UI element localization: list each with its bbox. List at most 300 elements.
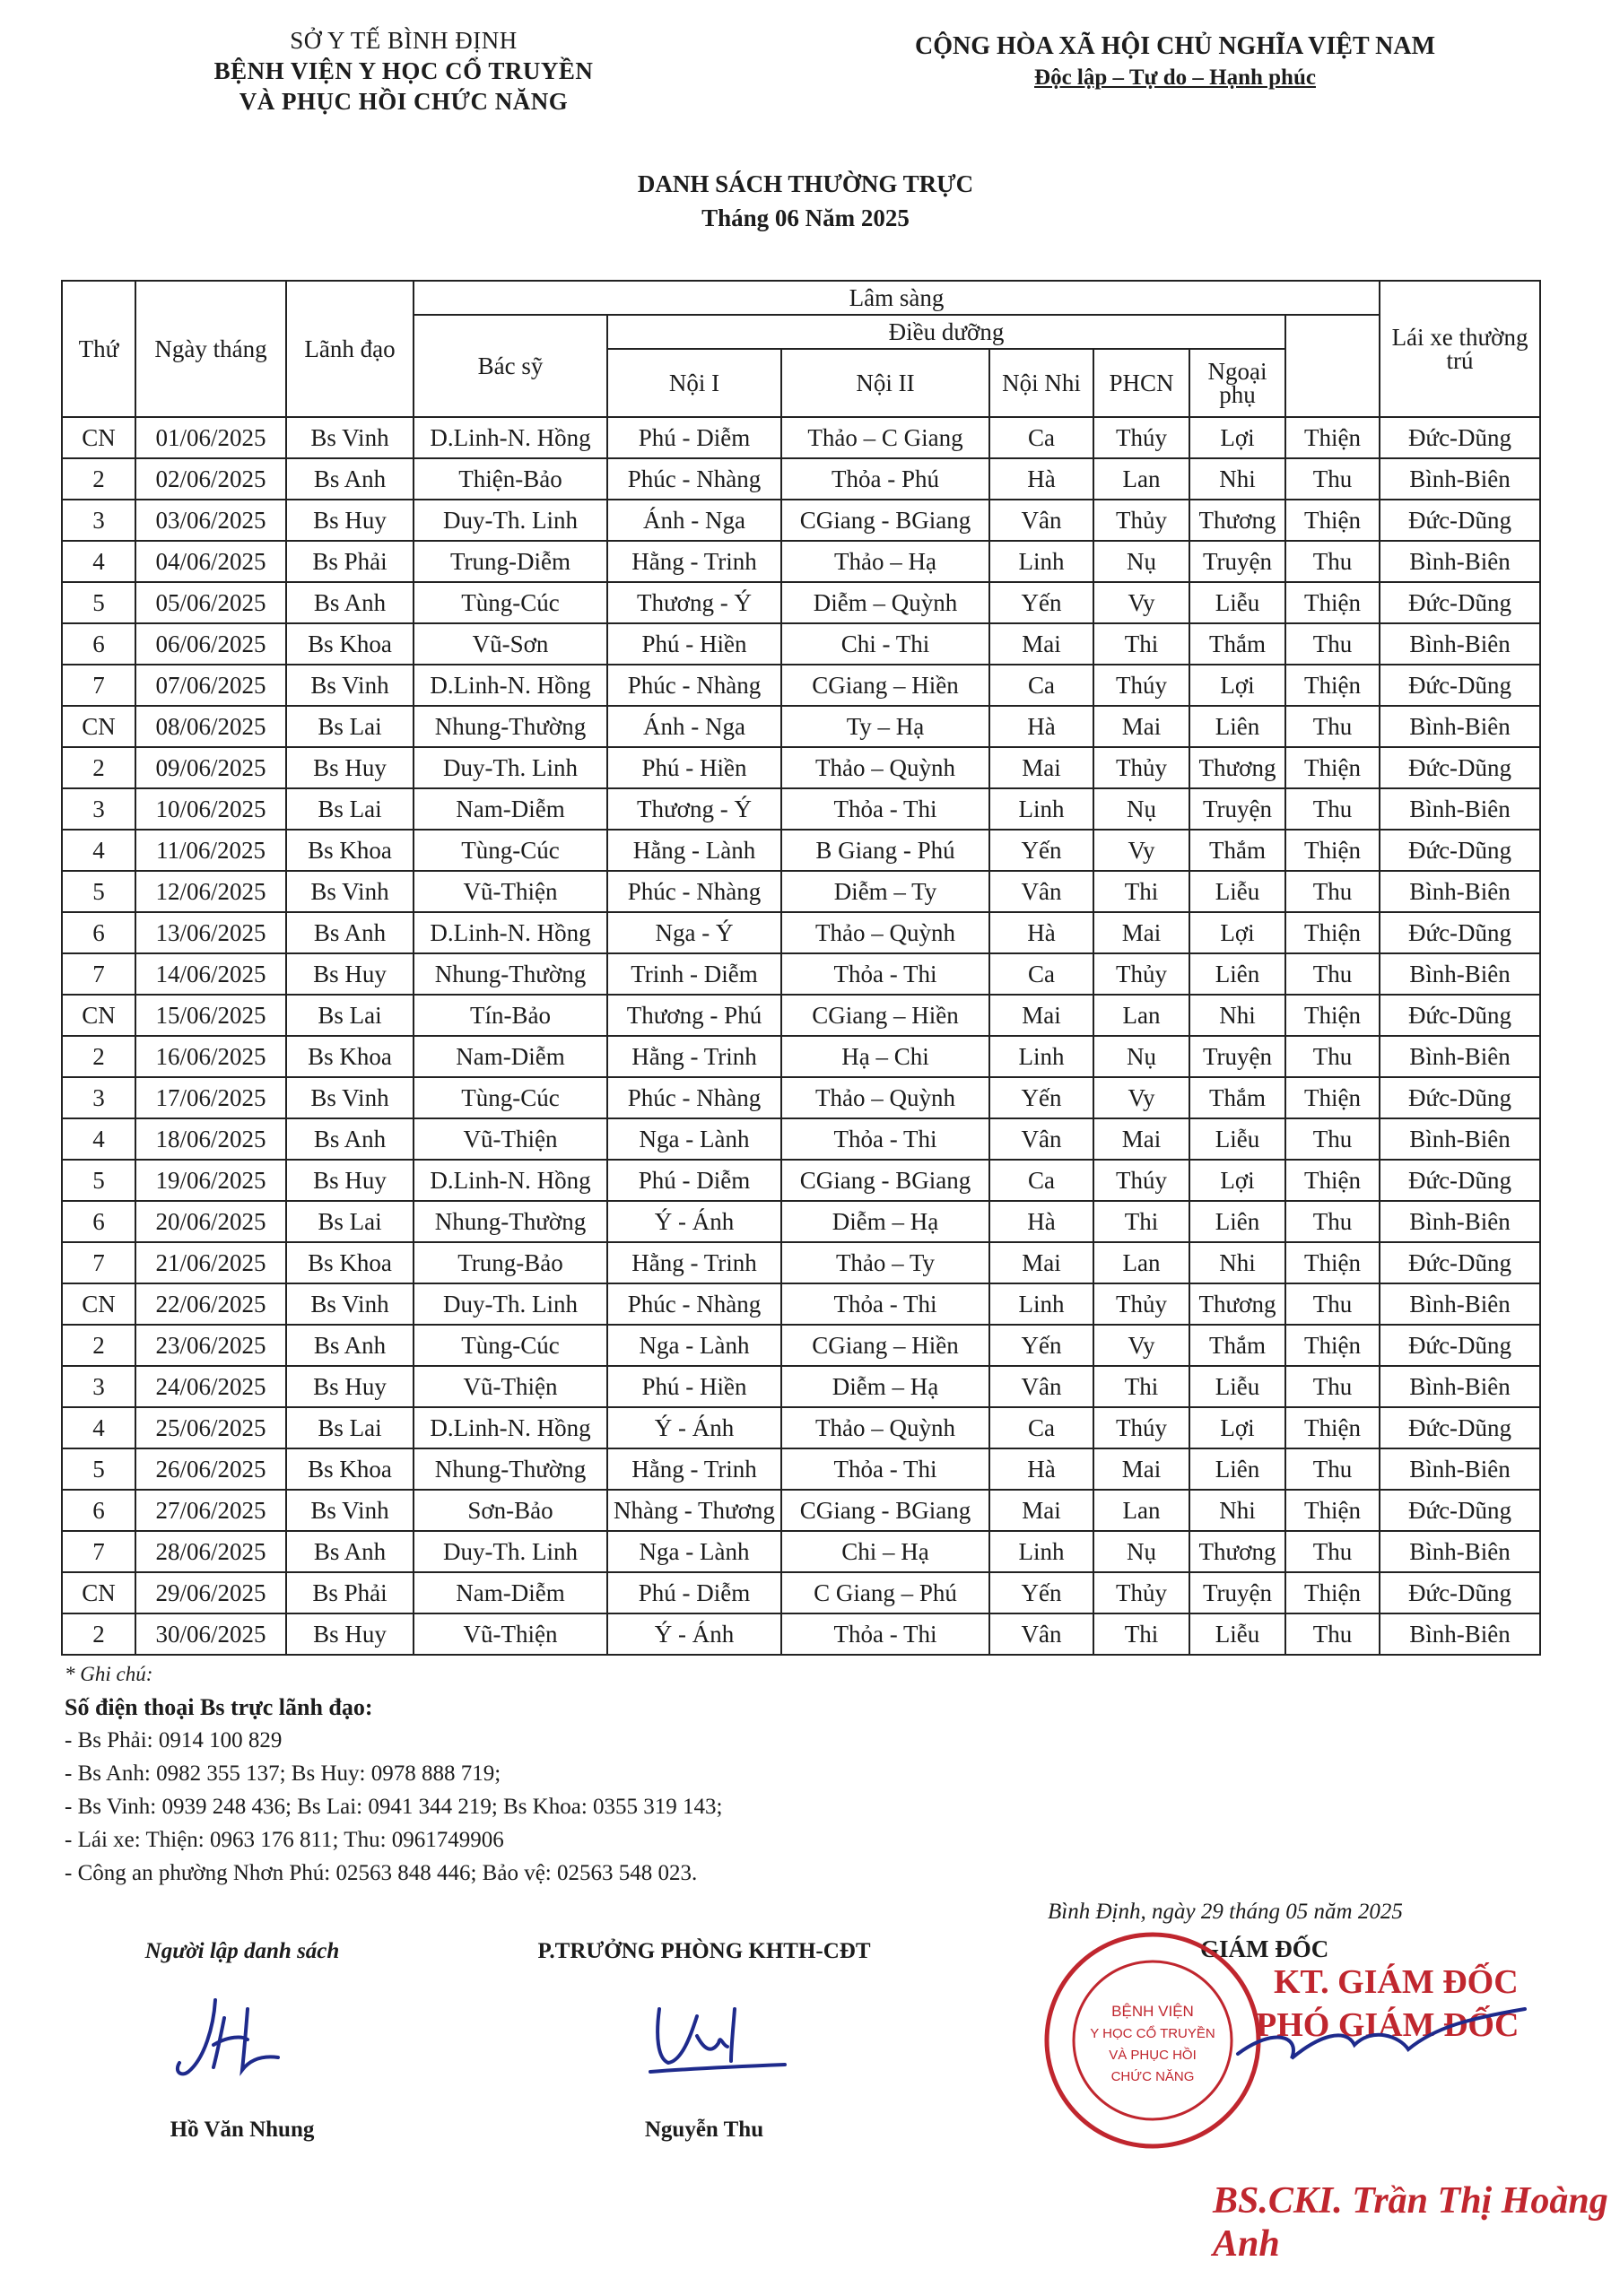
cell-noi-2: Thảo – Ty (781, 1242, 989, 1283)
cell-bao-ve: Bình-Biên (1380, 1118, 1540, 1160)
cell-phcn: Nụ (1093, 788, 1189, 830)
cell-lai-xe: Thiện (1285, 747, 1380, 788)
cell-noi-nhi: Mai (989, 747, 1093, 788)
cell-thu: 5 (62, 871, 135, 912)
cell-ngay: 21/06/2025 (135, 1242, 286, 1283)
cell-bao-ve: Đức-Dũng (1380, 1160, 1540, 1201)
cell-phcn: Mai (1093, 706, 1189, 747)
col-header-noi-2: Nội II (781, 349, 989, 417)
cell-noi-nhi: Yến (989, 582, 1093, 623)
cell-ngay: 19/06/2025 (135, 1160, 286, 1201)
deputy-signature-block (502, 1939, 906, 2143)
cell-lai-xe: Thu (1285, 1201, 1380, 1242)
cell-noi-1: Phúc - Nhàng (607, 1283, 781, 1325)
cell-bac-si: Tùng-Cúc (414, 582, 607, 623)
cell-noi-nhi: Linh (989, 1036, 1093, 1077)
cell-lanh-dao: Bs Lai (286, 706, 414, 747)
cell-ngoai-phu: Lợi (1189, 1407, 1285, 1448)
cell-bao-ve: Bình-Biên (1380, 1613, 1540, 1655)
cell-noi-2: CGiang - BGiang (781, 500, 989, 541)
table-row (62, 1160, 1540, 1201)
cell-noi-nhi: Vân (989, 871, 1093, 912)
cell-noi-2: Chi – Hạ (781, 1531, 989, 1572)
cell-ngay: 22/06/2025 (135, 1283, 286, 1325)
cell-lanh-dao: Bs Vinh (286, 1490, 414, 1531)
cell-noi-2: Thảo – Quỳnh (781, 747, 989, 788)
cell-ngay: 23/06/2025 (135, 1325, 286, 1366)
cell-lanh-dao: Bs Huy (286, 500, 414, 541)
cell-bac-si: Thiện-Bảo (414, 458, 607, 500)
cell-phcn: Thi (1093, 871, 1189, 912)
cell-bac-si: Duy-Th. Linh (414, 1283, 607, 1325)
cell-bao-ve: Đức-Dũng (1380, 747, 1540, 788)
cell-lai-xe: Thu (1285, 871, 1380, 912)
cell-bac-si: Duy-Th. Linh (414, 500, 607, 541)
cell-bao-ve: Đức-Dũng (1380, 665, 1540, 706)
cell-lanh-dao: Bs Huy (286, 1613, 414, 1655)
cell-lanh-dao: Bs Anh (286, 1118, 414, 1160)
cell-noi-nhi: Hà (989, 458, 1093, 500)
cell-noi-2: Thảo – Quỳnh (781, 1077, 989, 1118)
cell-bao-ve: Bình-Biên (1380, 1283, 1540, 1325)
cell-bao-ve: Bình-Biên (1380, 1036, 1540, 1077)
stamp-text: VÀ PHỤC HỒI (1109, 2048, 1197, 2063)
cell-ngay: 03/06/2025 (135, 500, 286, 541)
cell-ngay: 20/06/2025 (135, 1201, 286, 1242)
cell-bac-si: Vũ-Thiện (414, 1613, 607, 1655)
cell-noi-2: Thảo – Quỳnh (781, 912, 989, 953)
director-signature-mark (1220, 1973, 1543, 2090)
cell-bao-ve: Bình-Biên (1380, 541, 1540, 582)
cell-phcn: Nụ (1093, 1531, 1189, 1572)
table-row (62, 665, 1540, 706)
cell-noi-nhi: Linh (989, 541, 1093, 582)
cell-lai-xe: Thiện (1285, 1077, 1380, 1118)
col-header-noi-nhi: Nội Nhi (989, 349, 1093, 417)
cell-noi-1: Thương - Ý (607, 582, 781, 623)
cell-noi-1: Phú - Diễm (607, 1572, 781, 1613)
cell-ngay: 28/06/2025 (135, 1531, 286, 1572)
cell-noi-2: Thỏa - Thi (781, 788, 989, 830)
deputy-signature-mark (614, 1982, 794, 2090)
cell-phcn: Thi (1093, 1201, 1189, 1242)
cell-phcn: Thủy (1093, 1572, 1189, 1613)
cell-noi-1: Phúc - Nhàng (607, 458, 781, 500)
cell-lai-xe: Thiện (1285, 417, 1380, 458)
cell-thu: CN (62, 1572, 135, 1613)
stamp-text: Y HỌC CỔ TRUYỀN (1090, 2026, 1215, 2041)
cell-noi-1: Ý - Ánh (607, 1613, 781, 1655)
cell-bao-ve: Bình-Biên (1380, 1531, 1540, 1572)
cell-ngoai-phu: Nhi (1189, 458, 1285, 500)
cell-noi-2: B Giang - Phú (781, 830, 989, 871)
table-row (62, 1118, 1540, 1160)
cell-noi-nhi: Yến (989, 1077, 1093, 1118)
cell-noi-1: Ánh - Nga (607, 706, 781, 747)
notes-section (65, 1657, 1141, 1890)
table-row (62, 912, 1540, 953)
cell-phcn: Thủy (1093, 953, 1189, 995)
cell-ngay: 09/06/2025 (135, 747, 286, 788)
cell-phcn: Thúy (1093, 417, 1189, 458)
cell-bao-ve: Đức-Dũng (1380, 500, 1540, 541)
cell-thu: 3 (62, 1366, 135, 1407)
cell-lanh-dao: Bs Khoa (286, 1448, 414, 1490)
cell-ngoai-phu: Lợi (1189, 417, 1285, 458)
cell-bac-si: D.Linh-N. Hồng (414, 665, 607, 706)
cell-phcn: Vy (1093, 1325, 1189, 1366)
cell-bao-ve: Đức-Dũng (1380, 1325, 1540, 1366)
cell-lai-xe: Thiện (1285, 1572, 1380, 1613)
cell-bac-si: Tùng-Cúc (414, 1325, 607, 1366)
cell-bac-si: Nam-Diễm (414, 1036, 607, 1077)
cell-lai-xe: Thu (1285, 458, 1380, 500)
cell-lanh-dao: Bs Phải (286, 541, 414, 582)
cell-noi-1: Nga - Ý (607, 912, 781, 953)
cell-phcn: Thúy (1093, 665, 1189, 706)
cell-ngay: 08/06/2025 (135, 706, 286, 747)
cell-phcn: Thi (1093, 1366, 1189, 1407)
cell-noi-1: Hằng - Trinh (607, 1036, 781, 1077)
preparer-role: Người lập danh sách (144, 1939, 340, 1963)
cell-lai-xe: Thiện (1285, 665, 1380, 706)
cell-bao-ve: Đức-Dũng (1380, 1490, 1540, 1531)
col-header-noi-1: Nội I (607, 349, 781, 417)
cell-ngay: 26/06/2025 (135, 1448, 286, 1490)
cell-ngoai-phu: Lợi (1189, 665, 1285, 706)
cell-ngay: 30/06/2025 (135, 1613, 286, 1655)
cell-ngay: 25/06/2025 (135, 1407, 286, 1448)
table-row (62, 1036, 1540, 1077)
cell-ngoai-phu: Nhi (1189, 995, 1285, 1036)
cell-noi-1: Hằng - Trinh (607, 1448, 781, 1490)
cell-ngoai-phu: Liễu (1189, 871, 1285, 912)
table-row (62, 871, 1540, 912)
cell-thu: 5 (62, 1160, 135, 1201)
cell-noi-1: Phú - Diễm (607, 417, 781, 458)
cell-lai-xe: Thiện (1285, 500, 1380, 541)
table-row (62, 1325, 1540, 1366)
cell-noi-nhi: Hà (989, 1201, 1093, 1242)
table-row (62, 623, 1540, 665)
director-title: GIÁM ĐỐC (1200, 1935, 1329, 1962)
cell-lai-xe: Thu (1285, 1613, 1380, 1655)
cell-ngoai-phu: Nhi (1189, 1490, 1285, 1531)
cell-ngay: 07/06/2025 (135, 665, 286, 706)
cell-noi-2: Chi - Thi (781, 623, 989, 665)
cell-noi-nhi: Ca (989, 953, 1093, 995)
cell-lanh-dao: Bs Huy (286, 747, 414, 788)
cell-thu: 2 (62, 1036, 135, 1077)
note-line: - Bs Vinh: 0939 248 436; Bs Lai: 0941 344 219; Bs Khoa: 0355 319 143; (65, 1795, 723, 1819)
cell-phcn: Thủy (1093, 1283, 1189, 1325)
cell-ngay: 02/06/2025 (135, 458, 286, 500)
cell-lai-xe: Thiện (1285, 1325, 1380, 1366)
director-stamp-line-2: PHÓ GIÁM ĐỐC (1256, 2006, 1520, 2044)
cell-bao-ve: Đức-Dũng (1380, 417, 1540, 458)
document-title-block (0, 167, 1611, 235)
cell-noi-2: Hạ – Chi (781, 1036, 989, 1077)
table-row (62, 458, 1540, 500)
national-motto-line-1: CỘNG HÒA XÃ HỘI CHỦ NGHĨA VIỆT NAM (914, 32, 1436, 60)
cell-lanh-dao: Bs Anh (286, 1531, 414, 1572)
col-header-phcn: PHCN (1093, 349, 1189, 417)
cell-lai-xe: Thu (1285, 541, 1380, 582)
cell-noi-1: Nhàng - Thương (607, 1490, 781, 1531)
cell-noi-1: Nga - Lành (607, 1118, 781, 1160)
cell-noi-nhi: Hà (989, 1448, 1093, 1490)
cell-lai-xe: Thiện (1285, 1160, 1380, 1201)
roster-body (62, 417, 1540, 1655)
cell-bac-si: Trung-Diễm (414, 541, 607, 582)
table-row (62, 541, 1540, 582)
cell-phcn: Thúy (1093, 1160, 1189, 1201)
cell-bao-ve: Bình-Biên (1380, 1448, 1540, 1490)
cell-ngoai-phu: Liễu (1189, 1118, 1285, 1160)
cell-bac-si: Duy-Th. Linh (414, 747, 607, 788)
cell-lanh-dao: Bs Vinh (286, 871, 414, 912)
cell-bao-ve: Đức-Dũng (1380, 1572, 1540, 1613)
cell-lai-xe: Thu (1285, 1118, 1380, 1160)
cell-noi-nhi: Mai (989, 623, 1093, 665)
note-line: - Bs Phải: 0914 100 829 (65, 1728, 283, 1752)
table-row (62, 582, 1540, 623)
phone-list-title: Số điện thoại Bs trực lãnh đạo: (65, 1694, 373, 1720)
cell-noi-2: Diễm – Ty (781, 871, 989, 912)
table-row (62, 500, 1540, 541)
place-date: Bình Định, ngày 29 tháng 05 năm 2025 (1048, 1900, 1403, 1924)
cell-bao-ve: Bình-Biên (1380, 458, 1540, 500)
cell-bao-ve: Đức-Dũng (1380, 1077, 1540, 1118)
cell-noi-nhi: Vân (989, 1366, 1093, 1407)
cell-lai-xe: Thiện (1285, 1407, 1380, 1448)
cell-noi-2: Diễm – Hạ (781, 1366, 989, 1407)
cell-bac-si: D.Linh-N. Hồng (414, 1160, 607, 1201)
cell-ngoai-phu: Liễu (1189, 1366, 1285, 1407)
cell-bao-ve: Đức-Dũng (1380, 1242, 1540, 1283)
cell-bao-ve: Bình-Biên (1380, 1366, 1540, 1407)
cell-noi-1: Thương - Ý (607, 788, 781, 830)
agency-line-3: VÀ PHỤC HỒI CHỨC NĂNG (239, 88, 569, 115)
cell-noi-nhi: Linh (989, 1531, 1093, 1572)
cell-ngay: 27/06/2025 (135, 1490, 286, 1531)
cell-lai-xe: Thiện (1285, 995, 1380, 1036)
table-row (62, 1572, 1540, 1613)
cell-ngay: 12/06/2025 (135, 871, 286, 912)
cell-bao-ve: Bình-Biên (1380, 788, 1540, 830)
cell-ngoai-phu: Liễu (1189, 582, 1285, 623)
cell-noi-2: Thảo – C Giang (781, 417, 989, 458)
cell-thu: 6 (62, 912, 135, 953)
cell-noi-1: Trinh - Diễm (607, 953, 781, 995)
document-subtitle: Tháng 06 Năm 2025 (701, 204, 910, 231)
cell-ngay: 16/06/2025 (135, 1036, 286, 1077)
cell-ngay: 29/06/2025 (135, 1572, 286, 1613)
cell-noi-nhi: Vân (989, 1613, 1093, 1655)
cell-thu: 3 (62, 500, 135, 541)
cell-thu: CN (62, 417, 135, 458)
cell-lanh-dao: Bs Lai (286, 788, 414, 830)
cell-thu: 6 (62, 1490, 135, 1531)
cell-lanh-dao: Bs Huy (286, 1366, 414, 1407)
preparer-signature-block (108, 1939, 377, 2143)
cell-thu: 2 (62, 1325, 135, 1366)
cell-bac-si: Sơn-Bảo (414, 1490, 607, 1531)
cell-bac-si: Tùng-Cúc (414, 830, 607, 871)
cell-noi-1: Ý - Ánh (607, 1407, 781, 1448)
col-header-ngay: Ngày tháng (135, 281, 286, 417)
cell-noi-1: Hằng - Trinh (607, 1242, 781, 1283)
cell-noi-nhi: Ca (989, 1407, 1093, 1448)
cell-ngoai-phu: Thương (1189, 1531, 1285, 1572)
table-row (62, 706, 1540, 747)
cell-thu: 7 (62, 953, 135, 995)
col-header-lanh-dao: Lãnh đạo (286, 281, 414, 417)
stamp-text: CHỨC NĂNG (1110, 2069, 1195, 2084)
cell-noi-1: Phú - Diễm (607, 1160, 781, 1201)
cell-bac-si: Nhung-Thường (414, 1201, 607, 1242)
cell-noi-2: Diễm – Hạ (781, 1201, 989, 1242)
cell-noi-nhi: Mai (989, 1242, 1093, 1283)
cell-bac-si: Nhung-Thường (414, 706, 607, 747)
cell-phcn: Thúy (1093, 1407, 1189, 1448)
table-row (62, 1407, 1540, 1448)
national-motto-line-2: Độc lập – Tự do – Hạnh phúc (1034, 65, 1316, 90)
cell-lai-xe: Thiện (1285, 1242, 1380, 1283)
table-row (62, 417, 1540, 458)
cell-noi-nhi: Yến (989, 830, 1093, 871)
cell-ngay: 17/06/2025 (135, 1077, 286, 1118)
cell-bac-si: Vũ-Thiện (414, 1118, 607, 1160)
cell-bao-ve: Bình-Biên (1380, 871, 1540, 912)
col-header-lai-xe: Lái xe thường trú (1380, 281, 1540, 417)
cell-phcn: Nụ (1093, 1036, 1189, 1077)
cell-lanh-dao: Bs Khoa (286, 830, 414, 871)
cell-noi-nhi: Linh (989, 1283, 1093, 1325)
cell-bao-ve: Đức-Dũng (1380, 582, 1540, 623)
cell-lanh-dao: Bs Anh (286, 912, 414, 953)
cell-lai-xe: Thu (1285, 1531, 1380, 1572)
cell-phcn: Lan (1093, 995, 1189, 1036)
table-row (62, 1613, 1540, 1655)
cell-noi-2: CGiang - BGiang (781, 1160, 989, 1201)
table-row (62, 830, 1540, 871)
cell-ngay: 18/06/2025 (135, 1118, 286, 1160)
cell-noi-2: Thỏa - Thi (781, 1283, 989, 1325)
cell-lanh-dao: Bs Vinh (286, 417, 414, 458)
cell-ngoai-phu: Liên (1189, 1448, 1285, 1490)
cell-noi-1: Phúc - Nhàng (607, 1077, 781, 1118)
cell-lai-xe: Thu (1285, 1036, 1380, 1077)
cell-lanh-dao: Bs Lai (286, 1407, 414, 1448)
cell-ngay: 14/06/2025 (135, 953, 286, 995)
cell-ngoai-phu: Thắm (1189, 1325, 1285, 1366)
cell-phcn: Mai (1093, 912, 1189, 953)
cell-noi-1: Phú - Hiền (607, 747, 781, 788)
cell-noi-2: Thỏa - Thi (781, 1118, 989, 1160)
cell-bac-si: D.Linh-N. Hồng (414, 1407, 607, 1448)
cell-noi-1: Phú - Hiền (607, 1366, 781, 1407)
table-row (62, 747, 1540, 788)
cell-ngay: 05/06/2025 (135, 582, 286, 623)
cell-ngay: 04/06/2025 (135, 541, 286, 582)
cell-noi-2: CGiang – Hiền (781, 665, 989, 706)
cell-thu: 5 (62, 582, 135, 623)
table-row (62, 1283, 1540, 1325)
cell-noi-1: Hằng - Trinh (607, 541, 781, 582)
cell-ngoai-phu: Nhi (1189, 1242, 1285, 1283)
cell-bac-si: D.Linh-N. Hồng (414, 912, 607, 953)
cell-thu: 2 (62, 1613, 135, 1655)
cell-thu: 6 (62, 1201, 135, 1242)
cell-lai-xe: Thu (1285, 953, 1380, 995)
cell-bac-si: Nhung-Thường (414, 953, 607, 995)
cell-phcn: Thủy (1093, 500, 1189, 541)
cell-ngoai-phu: Thương (1189, 747, 1285, 788)
cell-noi-1: Phúc - Nhàng (607, 665, 781, 706)
cell-bao-ve: Bình-Biên (1380, 623, 1540, 665)
cell-thu: 6 (62, 623, 135, 665)
cell-lanh-dao: Bs Anh (286, 582, 414, 623)
cell-thu: 7 (62, 665, 135, 706)
table-row (62, 953, 1540, 995)
cell-bao-ve: Đức-Dũng (1380, 830, 1540, 871)
cell-noi-nhi: Hà (989, 706, 1093, 747)
table-row (62, 1201, 1540, 1242)
table-row (62, 1242, 1540, 1283)
cell-noi-1: Phú - Hiền (607, 623, 781, 665)
cell-phcn: Nụ (1093, 541, 1189, 582)
cell-ngoai-phu: Truyện (1189, 1572, 1285, 1613)
table-row (62, 995, 1540, 1036)
cell-thu: 7 (62, 1531, 135, 1572)
cell-noi-1: Phúc - Nhàng (607, 871, 781, 912)
cell-thu: 4 (62, 1407, 135, 1448)
cell-bao-ve: Bình-Biên (1380, 706, 1540, 747)
cell-lanh-dao: Bs Phải (286, 1572, 414, 1613)
preparer-signature-mark (161, 1982, 323, 2090)
cell-noi-1: Hằng - Lành (607, 830, 781, 871)
cell-noi-nhi: Mai (989, 1490, 1093, 1531)
cell-ngay: 24/06/2025 (135, 1366, 286, 1407)
cell-lai-xe: Thu (1285, 1366, 1380, 1407)
table-row (62, 1366, 1540, 1407)
cell-lanh-dao: Bs Vinh (286, 1077, 414, 1118)
cell-bac-si: Duy-Th. Linh (414, 1531, 607, 1572)
cell-phcn: Vy (1093, 582, 1189, 623)
cell-noi-1: Ý - Ánh (607, 1201, 781, 1242)
cell-lanh-dao: Bs Anh (286, 458, 414, 500)
cell-lai-xe: Thiện (1285, 830, 1380, 871)
cell-noi-2: CGiang – Hiền (781, 1325, 989, 1366)
cell-ngoai-phu: Liễu (1189, 1613, 1285, 1655)
director-stamp-line-1: KT. GIÁM ĐỐC (1274, 1963, 1519, 2001)
cell-phcn: Vy (1093, 830, 1189, 871)
cell-thu: 3 (62, 788, 135, 830)
cell-lanh-dao: Bs Vinh (286, 1283, 414, 1325)
cell-ngoai-phu: Thương (1189, 1283, 1285, 1325)
cell-ngoai-phu: Liên (1189, 953, 1285, 995)
cell-phcn: Vy (1093, 1077, 1189, 1118)
cell-thu: 2 (62, 458, 135, 500)
cell-ngoai-phu: Thương (1189, 500, 1285, 541)
cell-bao-ve: Đức-Dũng (1380, 1407, 1540, 1448)
table-row (62, 1448, 1540, 1490)
cell-noi-2: Thảo – Hạ (781, 541, 989, 582)
note-line: - Bs Anh: 0982 355 137; Bs Huy: 0978 888 719; (65, 1761, 501, 1786)
cell-bao-ve: Đức-Dũng (1380, 912, 1540, 953)
cell-phcn: Thi (1093, 623, 1189, 665)
